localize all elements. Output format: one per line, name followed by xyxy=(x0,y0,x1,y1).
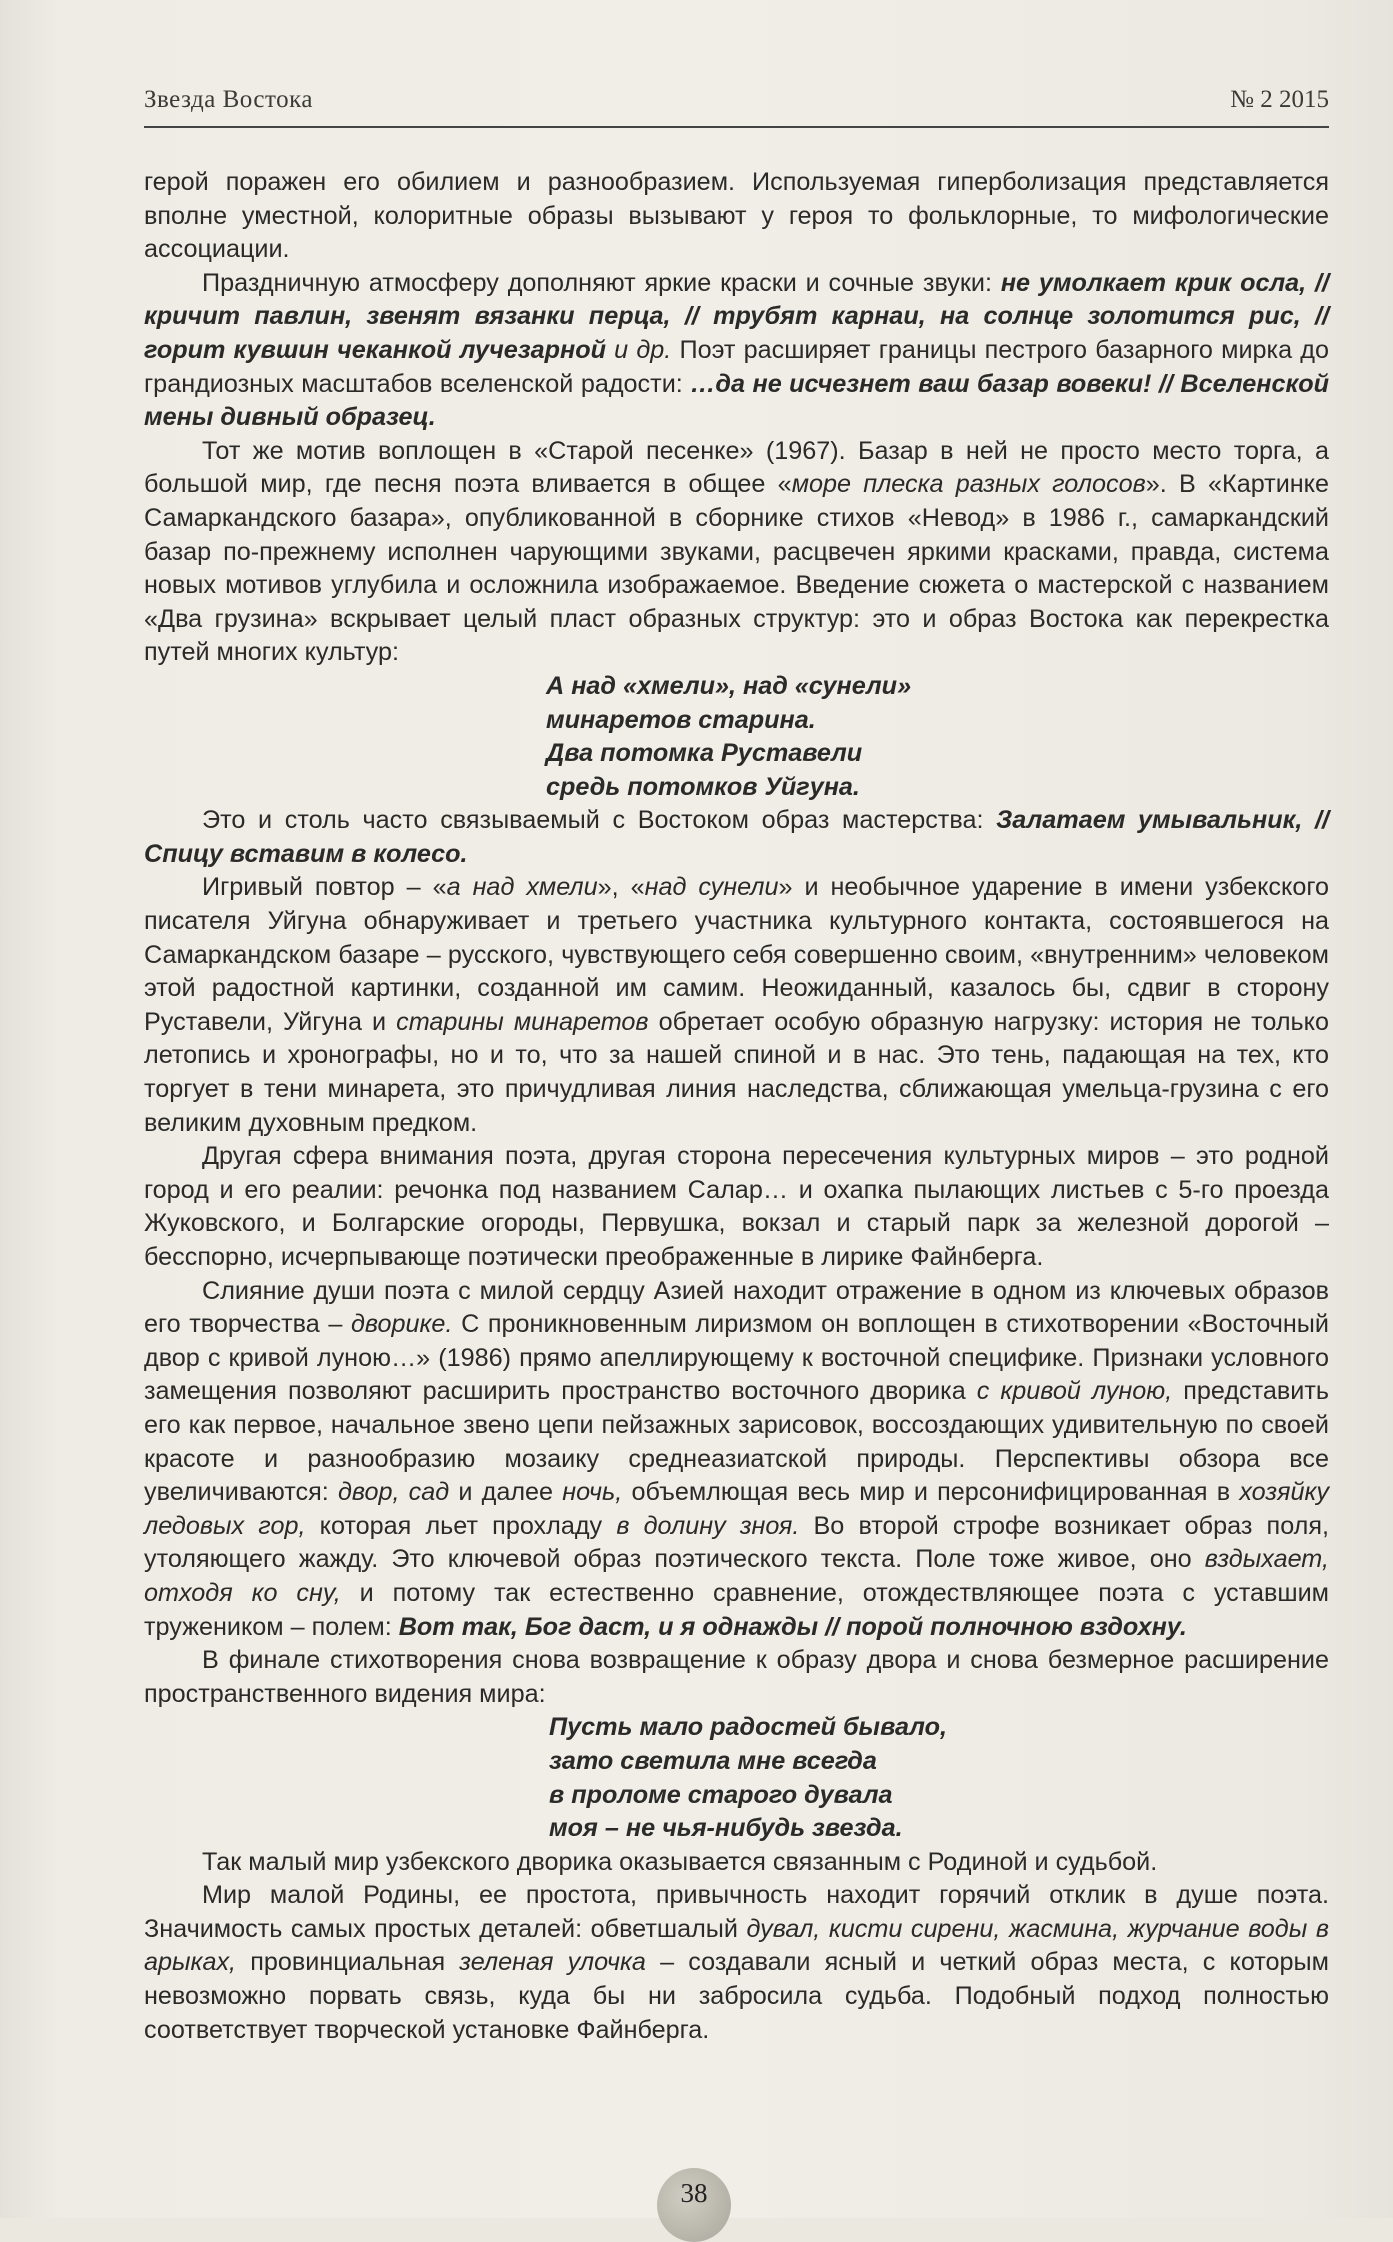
text-run: и далее xyxy=(449,1478,563,1507)
paragraph-p2 xyxy=(144,267,1329,435)
verse-line: минаретов старина. xyxy=(546,705,816,734)
text-run: ». В «Картинке Самаркандского базара», опубликованной в сборнике стихов «Невод» в 1986 г., самаркандский базар по-прежнему исполнен чарующими звуками, расцвечен яркими красками, правда, система новых мотивов углубила и осложнила изображаемое. Введение сюжета о мастерской с названием «Два грузина» вскрывает целый пласт образных структур: это и образ Востока как перекрестка путей многих культур: xyxy=(144,470,1329,667)
journal-title: Звезда Востока xyxy=(144,86,313,113)
text-run: Праздничную атмосферу дополняют яркие краски и сочные звуки: xyxy=(202,268,1001,297)
text-run: старины минаретов xyxy=(396,1007,649,1036)
paragraph-p8 xyxy=(144,1644,1329,1711)
text-run: Залатаем умывальник, // Спицу вставим в колесо. xyxy=(144,806,1330,868)
text-run: Так малый мир узбекского дворика оказывается связанным с Родиной и судьбой. xyxy=(202,1847,1158,1876)
text-run: Другая сфера внимания поэта, другая сторона пересечения культурных миров – это родной город и его реалии: речонка под названием Салар… и охапка пылающих листьев с 5-го проезда Жуковского, и Болгарские огороды, Первушка, вокзал и старый парк за железной дорогой – бесспорно, исчерпывающе поэтически преображенные в лирике Файнберга. xyxy=(144,1142,1329,1271)
text-run: – создавали ясный и четкий образ места, с которым невозможно порвать связь, куда бы ни забросила судьба. Подобный подход полностью соответствует творческой установке Файнберга. xyxy=(144,1948,1329,2044)
text-run: обретает особую образную нагрузку: история не только летопись и хронографы, но и то, что за нашей спиной и в нас. Это тень, падающая на тех, кто торгует в тени минарета, это причудливая линия наследства, сближающая умельца-грузина с его великим духовным предком. xyxy=(144,1007,1329,1137)
issue-number: № 2 2015 xyxy=(1230,86,1329,113)
text-run: не умолкает крик осла, // кричит павлин, звенят вязанки перца, // трубят карнаи, на солнце золотится рис, // горит кувшин чеканкой лучезарной xyxy=(144,268,1329,364)
text-run: и др. xyxy=(606,335,672,364)
paragraph-p4 xyxy=(144,804,1329,871)
text-run: представить его как первое, начальное звено цепи пейзажных зарисовок, воссоздающих удивительную по своей красоте и разнообразию мозаику среднеазиатской природы. Перспективы обзора все увеличиваются: xyxy=(144,1377,1330,1507)
text-run: хозяйку ледовых гор, xyxy=(144,1478,1330,1540)
text-run: море плеска разных голосов xyxy=(791,470,1146,499)
verse-quote-1 xyxy=(546,670,1329,804)
text-run: С проникновенным лиризмом он воплощен в стихотворении «Восточный двор с кривой луною…» (1986) прямо апеллирующему к восточной специфике. Признаки условного замещения позволяют расширить пространство восточного дворика xyxy=(144,1310,1329,1406)
text-run: Мир малой Родины, ее простота, привычность находит горячий отклик в душе поэта. Значимость самых простых деталей: обветшалый xyxy=(144,1881,1329,1943)
text-run: дувал, кисти сирени, жасмина, журчание воды в арыках, xyxy=(144,1914,1329,1977)
page-number: 38 xyxy=(680,2178,708,2208)
text-run: Игривый повтор – « xyxy=(202,873,447,902)
article-body xyxy=(144,166,1329,2047)
text-run: над сунели xyxy=(644,873,779,902)
verse-line: в проломе старого дувала xyxy=(549,1780,893,1809)
text-run: в долину зноя. xyxy=(616,1511,800,1540)
text-run: провинциальная xyxy=(236,1948,460,1977)
paragraph-p6 xyxy=(144,1140,1329,1274)
verse-line: средь потомков Уйгуна. xyxy=(546,772,860,801)
paragraph-p5 xyxy=(144,871,1329,1140)
text-run: Слияние души поэта с милой сердцу Азией находит отражение в одном из ключевых образов его творчества – xyxy=(144,1276,1329,1339)
text-run: объемлющая весь мир и персонифицированная в xyxy=(622,1478,1240,1507)
paragraph-p10 xyxy=(144,1879,1329,2047)
paragraph-p1 xyxy=(144,166,1329,267)
text-run: двор, сад xyxy=(337,1478,450,1507)
header-rule xyxy=(144,126,1329,128)
text-run: а над хмели xyxy=(446,873,598,902)
running-header xyxy=(144,86,1329,126)
text-run: дворике. xyxy=(351,1310,453,1339)
text-run: герой поражен его обилием и разнообразием. Используемая гиперболизация представляется вполне уместной, колоритные образы вызывают у героя то фольклорные, то мифологические ассоциации. xyxy=(144,168,1329,264)
paragraph-group-1 xyxy=(144,166,1329,670)
text-run: вздыхает, отходя ко сну, xyxy=(144,1545,1329,1607)
text-run: » и необычное ударение в имени узбекского писателя Уйгуна обнаруживает и третьего участника культурного контакта, состоявшегося на Самаркандском базаре – русского, чувствующего себя совершенно своим, «внутренним» человеком этой радостной картинки, созданной им самим. Неожиданный, казалось бы, сдвиг в сторону Руставели, Уйгуна и xyxy=(144,873,1329,1036)
verse-quote-2 xyxy=(549,1711,1329,1845)
verse-line: А над «хмели», над «сунели» xyxy=(546,671,912,700)
text-run: Вот так, Бог даст, и я однажды // порой полночною вздохну. xyxy=(398,1612,1187,1641)
text-run: …да не исчезнет ваш базар вовеки! // Вселенской мены дивный образец. xyxy=(144,369,1329,432)
paragraph-p3 xyxy=(144,435,1329,670)
text-run: с кривой луною, xyxy=(976,1377,1173,1406)
verse-line: Два потомка Руставели xyxy=(546,739,863,768)
text-run: и потому так естественно сравнение, отождествляющее поэта с уставшим тружеником – полем: xyxy=(144,1578,1329,1641)
paragraph-p7 xyxy=(144,1275,1329,1645)
verse-line: зато светила мне всегда xyxy=(549,1746,877,1775)
verse-line: Пусть мало радостей бывало, xyxy=(549,1713,947,1742)
text-run: Во второй строфе возникает образ поля, утоляющего жажду. Это ключевой образ поэтического текста. Поле тоже живое, оно xyxy=(144,1511,1329,1574)
paragraph-p9 xyxy=(144,1846,1329,1880)
text-run: В финале стихотворения снова возвращение к образу двора и снова безмерное расширение пространственного видения мира: xyxy=(144,1646,1329,1708)
verse-line: моя – не чья-нибудь звезда. xyxy=(549,1814,903,1843)
text-run: Это и столь часто связываемый с Востоком образ мастерства: xyxy=(202,806,997,835)
text-run: Тот же мотив воплощен в «Старой песенке» (1967). Базар в ней не просто место торга, а большой мир, где песня поэта вливается в общее « xyxy=(144,436,1329,499)
text-run: которая льет прохладу xyxy=(305,1511,617,1540)
text-run: », « xyxy=(597,873,645,902)
text-run: зеленая улочка xyxy=(459,1948,646,1977)
paragraph-group-2 xyxy=(144,804,1329,1711)
paragraph-group-3 xyxy=(144,1846,1329,2048)
page-number-badge xyxy=(657,2168,731,2242)
text-run: ночь, xyxy=(562,1478,623,1507)
text-run: Поэт расширяет границы пестрого базарного мирка до грандиозных масштабов вселенской радости: xyxy=(144,335,1329,398)
